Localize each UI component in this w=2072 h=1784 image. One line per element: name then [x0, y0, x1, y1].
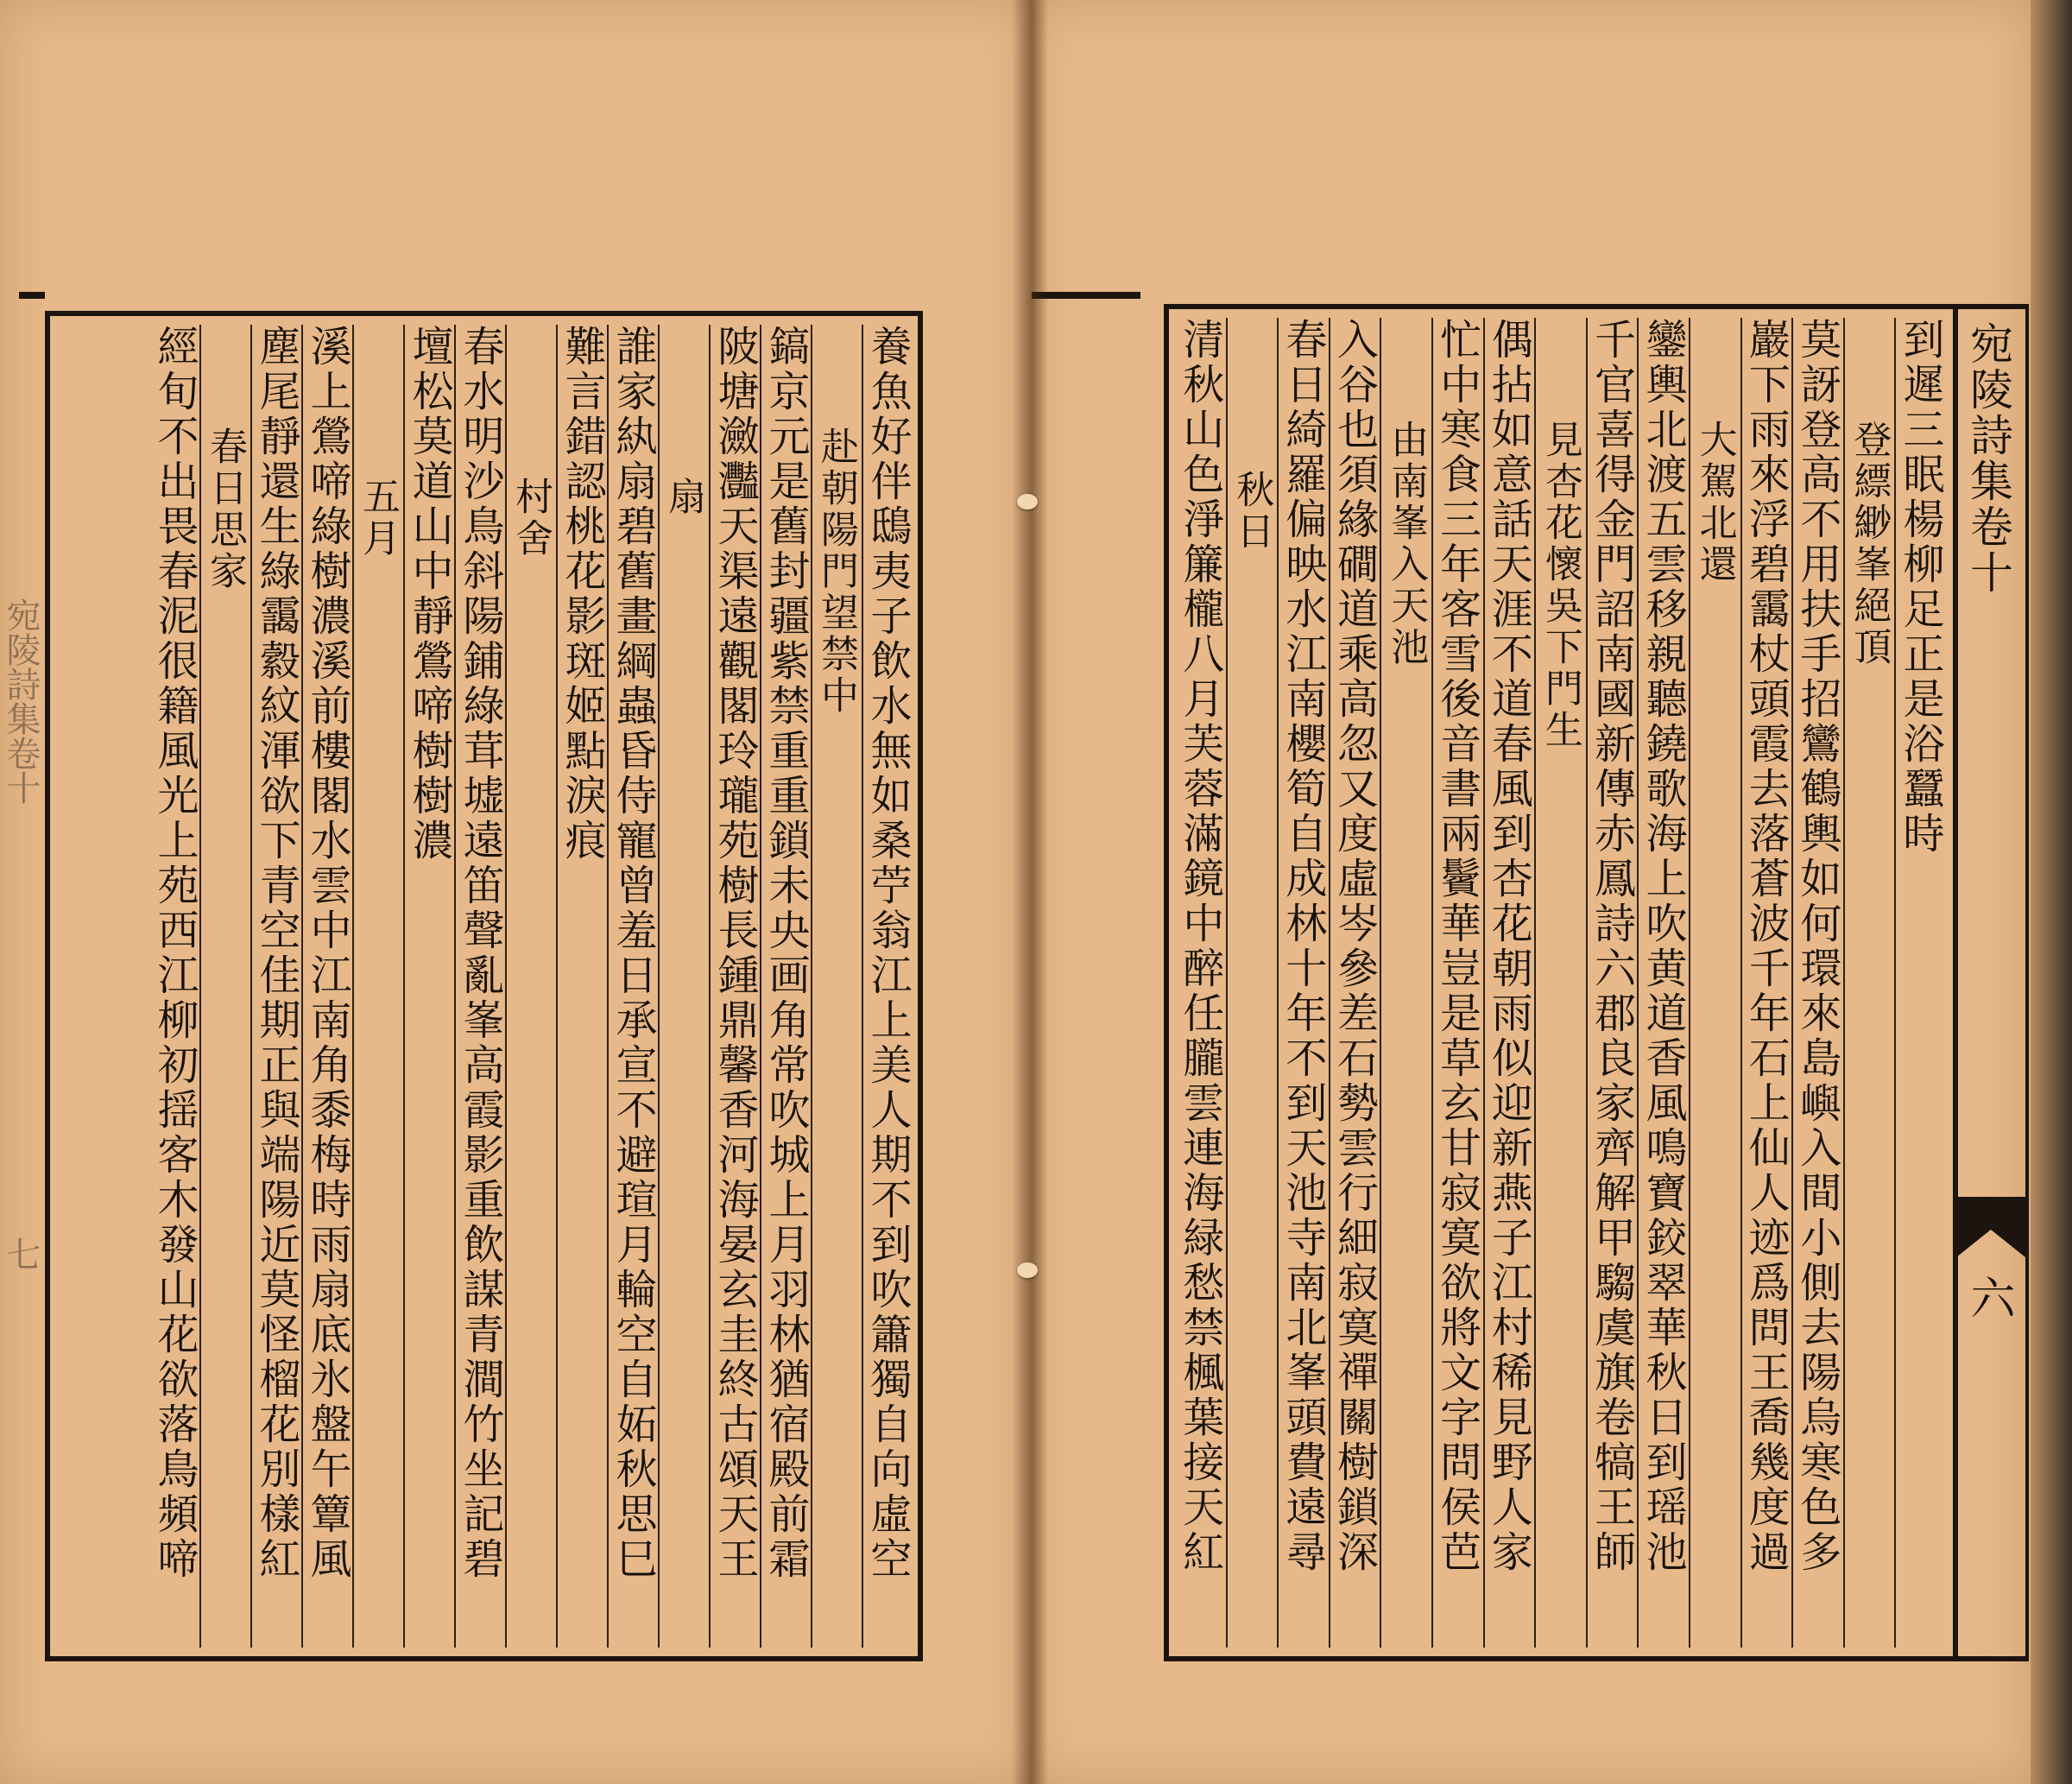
right-page-frame [1164, 304, 1958, 1661]
text-column: 千官喜得金門詔南國新傳赤鳳詩六郡良家齊解甲騶虞旗卷犒王師 [1586, 318, 1638, 1648]
poem-title-column: 見杏花懷吳下門生 [1534, 318, 1586, 1648]
text-column: 鎬京元是舊封疆紫禁重重鎖未央画角常吹城上月羽林猶宿殿前霜 [760, 325, 811, 1648]
left-margin-title: 宛陵詩集卷十 [1, 598, 41, 805]
poem-title-column: 五月 [352, 325, 403, 1648]
text-column: 忙中寒食三年客雪後音書兩鬢華豈是草玄甘寂寞欲將文字問侯芭 [1431, 318, 1483, 1648]
text-column: 溪上鶯啼綠樹濃溪前樓閣水雲中江南角黍梅時雨扇底氷盤午簟風 [301, 325, 352, 1648]
text-column: 春水明沙鳥斜陽鋪綠茸墟遠笛聲亂峯高霞影重飲謀青澗竹坐記碧 [454, 325, 505, 1648]
text-column: 塵尾靜還生綠靄縠紋渾欲下青空佳期正與端陽近莫怪榴花別樣紅 [250, 325, 301, 1648]
text-column: 鑾輿北渡五雲移親聽鐃歌海上吹黄道香風鳴寶鉸翠華秋日到瑶池 [1637, 318, 1689, 1648]
left-page-frame [45, 311, 923, 1661]
text-column: 清秋山色淨簾櫳八月芙蓉滿鏡中醉任朧雲連海緑愁禁楓葉接天紅 [1175, 318, 1224, 1575]
book-edge [2031, 0, 2072, 1784]
poem-title-column: 登縹緲峯絕頂 [1843, 318, 1895, 1648]
poem-title-column: 春日思家 [199, 325, 250, 1648]
text-column: 經旬不出畏春泥很籍風光上苑西江柳初揺客木發山花欲落鳥頻啼 [150, 325, 199, 1582]
poem-title-column: 村舍 [505, 325, 556, 1648]
text-column: 誰家紈扇碧舊畫綱蟲昏侍寵曾羞日承宣不避瑄月輪空自妬秋思巳 [607, 325, 658, 1648]
right-page [1029, 0, 2031, 1784]
text-column: 到遲三眠楊柳足正是浴蠶時 [1894, 318, 1946, 1648]
block-heart-column [1951, 304, 2029, 1661]
left-margin-column [0, 563, 41, 1651]
right-page-columns [1174, 318, 1946, 1648]
text-column: 養魚好伴鴟夷子飲水無如桑苧翁江上美人期不到吹簫獨自向虛空 [862, 325, 913, 1648]
text-column: 偶拈如意話天涯不道春風到杏花朝雨似迎新燕子江村稀見野人家 [1483, 318, 1535, 1648]
text-column: 陂塘瀲灩天渠遠觀閣玲瓏苑樹長鍾鼎馨香河海晏玄圭終古頌天王 [709, 325, 760, 1648]
text-column: 難言錯認桃花影斑姬點淚痕 [556, 325, 607, 1648]
binding-stitch [1017, 494, 1038, 509]
text-column: 莫訝登高不用扶手招鸞鶴輿如何環來島嶼入間小側去陽烏寒色多 [1791, 318, 1843, 1648]
left-spine-tick [19, 292, 45, 299]
block-heart-leaf-number: 六 [1962, 1275, 2014, 1319]
left-page [0, 0, 1029, 1784]
block-heart-title: 宛陵詩集卷十 [1963, 321, 2013, 596]
fishtail-mark-icon [1956, 1197, 2025, 1257]
text-column: 春日綺羅偏映水江南櫻筍自成林十年不到天池寺南北峯頭費遠尋 [1277, 318, 1329, 1648]
poem-title-column: 由南峯入天池 [1380, 318, 1431, 1648]
text-column: 入谷也須緣磵道乘高忽又度虛岑參差石勢雲行細寂寞禪關樹鎖深 [1329, 318, 1380, 1648]
binding-stitch [1017, 1262, 1038, 1278]
left-page-columns [59, 325, 913, 1648]
left-margin-leaf-number: 七 [1, 1237, 41, 1271]
poem-title-column: 大駕北還 [1689, 318, 1740, 1648]
text-column: 巖下雨來浮碧靄杖頭霞去落蒼波千年石上仙人迹爲問王喬幾度過 [1740, 318, 1792, 1648]
poem-title-column: 秋日 [1226, 318, 1278, 1648]
poem-title-column: 扇 [658, 325, 709, 1648]
book-gutter [1012, 0, 1048, 1784]
poem-title-column: 赴朝陽門望禁中 [811, 325, 862, 1648]
text-column: 壇松莫道山中靜鶯啼樹樹濃 [403, 325, 454, 1648]
